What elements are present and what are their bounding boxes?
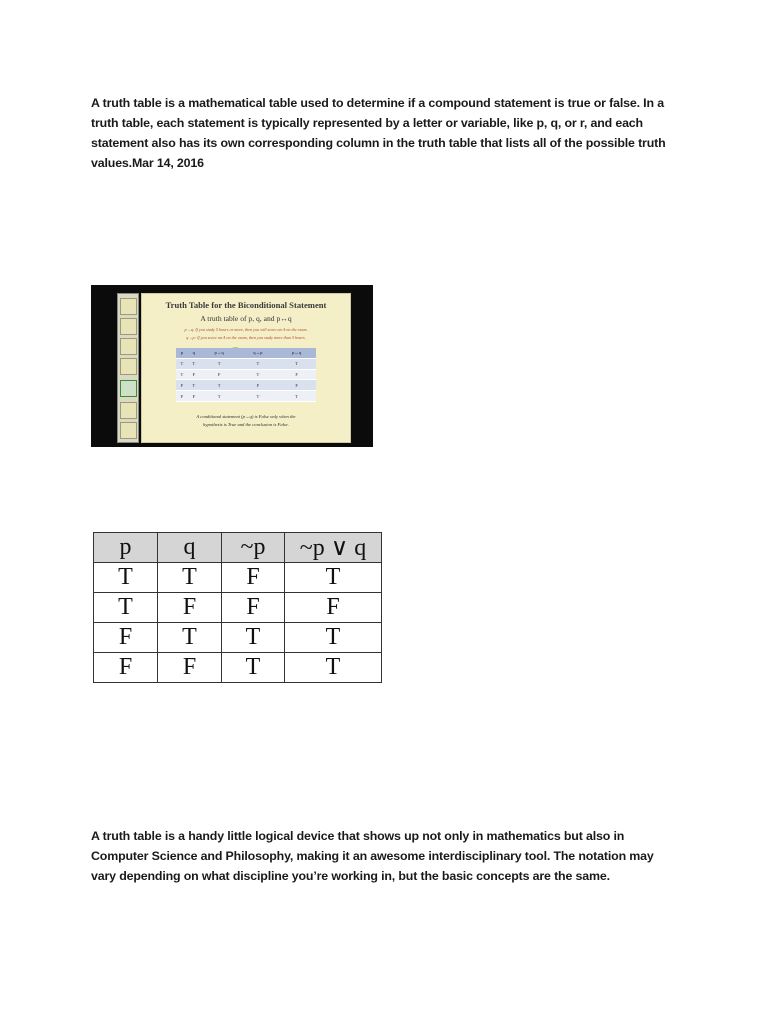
truth-table [93,532,382,683]
slide-cell: T [277,358,316,369]
table-row [94,623,382,653]
slide-thumbnail [120,402,137,419]
slide-table-row [176,380,316,391]
slide-cell: T [188,358,200,369]
slide-cell: T [238,391,277,402]
slide-note-1: A conditional statement (p→q) is False only when the [196,414,296,419]
table-cell: T [285,563,382,593]
slide-header-cell: p→q [200,348,239,358]
table-cell: T [94,563,158,593]
table-cell: F [222,593,285,623]
slide-cell: F [188,369,200,380]
header-cell-p: p [94,533,158,563]
slide-cell: T [238,369,277,380]
slide-canvas [141,293,351,443]
truth-table-header [94,533,382,563]
slide-line-1: p→q: If you study 5 hours or more, then you will score an A on the exam. [184,327,308,332]
slide-truth-table [176,348,316,402]
slide-table-row [176,369,316,380]
slide-table-header [176,348,316,358]
slide-table-row [176,358,316,369]
slide-header-cell: q [188,348,200,358]
table-cell: T [158,563,222,593]
table-cell: F [222,563,285,593]
slide-cell: F [200,369,239,380]
table-cell: T [285,623,382,653]
slide-cell: F [277,369,316,380]
slide-cell: T [176,369,188,380]
slide-thumbnail [120,318,137,335]
table-cell: T [158,623,222,653]
slide-thumbnail-selected [120,380,137,397]
intro-paragraph: A truth table is a mathematical table used to determine if a compound statement is true or false. In a truth table, each statement is typically represented by a letter or variable, like p, q, or r, and each statement also has its own corresponding column in the truth table that lists all of the possible truth values.Mar 14, 2016 [91,96,666,170]
slide-note-2: hypothesis is True and the conclusion is False. [203,422,289,427]
table-cell: F [158,653,222,683]
table-cell: T [285,653,382,683]
slide-cell: T [200,358,239,369]
slide-table-row [176,391,316,402]
slide-thumbnail [120,358,137,375]
table-row [94,593,382,623]
slide-cell: T [176,358,188,369]
slide-cell: F [176,391,188,402]
slide-thumbnail [120,298,137,315]
slide-cell: F [176,380,188,391]
slide-cell: T [200,380,239,391]
table-cell: T [222,623,285,653]
header-cell-q: q [158,533,222,563]
slide-cell: T [277,391,316,402]
table-cell: F [158,593,222,623]
table-cell: F [285,593,382,623]
slide-line-2: q→p: If you score an A on the exam, then you study more than 5 hours. [186,335,306,340]
slide-cell: T [188,380,200,391]
slide-title: Truth Table for the Biconditional Statement [165,300,327,310]
slide-cell: F [277,380,316,391]
slide-subtitle: A truth table of p, q, and p↔q [200,314,292,323]
table-row [94,653,382,683]
slide-cell: F [238,380,277,391]
table-cell: T [222,653,285,683]
header-cell-not-p-or-q: ~p ∨ q [285,533,382,563]
video-thumbnail[interactable] [91,285,373,447]
slide-header-cell: q→p [238,348,277,358]
slide-cell: T [238,358,277,369]
table-row [94,563,382,593]
slide-thumbnail [120,338,137,355]
table-cell: T [94,593,158,623]
table-cell: F [94,623,158,653]
slide-cell: T [200,391,239,402]
slide-thumbnail-panel [117,293,139,443]
closing-paragraph: A truth table is a handy little logical device that shows up not only in mathematics but also in Computer Science and Philosophy, making it an awesome interdisciplinary tool. The notation may vary depending on what discipline you’re working in, but the basic concepts are the same. [91,829,654,883]
slide-header-cell: p↔q [277,348,316,358]
header-cell-not-p: ~p [222,533,285,563]
slide-thumbnail [120,422,137,439]
table-cell: F [94,653,158,683]
slide-header-cell: p [176,348,188,358]
slide-cell: F [188,391,200,402]
